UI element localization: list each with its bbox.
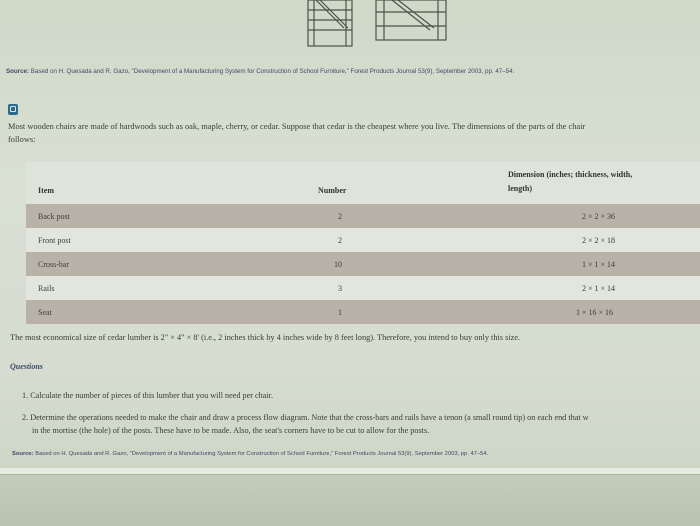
table-row xyxy=(26,228,700,252)
questions-heading: Questions xyxy=(10,362,43,371)
table-row xyxy=(26,204,700,228)
cell-item: Front post xyxy=(38,236,71,245)
intro-line-2: follows: xyxy=(8,135,36,144)
cell-dimension: 2 × 1 × 14 xyxy=(582,284,616,293)
cell-number: 2 xyxy=(338,236,342,245)
cell-dimension: 2 × 2 × 36 xyxy=(582,212,616,221)
cell-number: 1 xyxy=(338,308,342,317)
source-label: Source: xyxy=(6,68,30,75)
cell-dimension: 2 × 2 × 18 xyxy=(582,236,616,245)
cell-number: 2 xyxy=(338,212,342,221)
header-dimension-line1: Dimension (inches; thickness, width, xyxy=(508,170,633,179)
header-number: Number xyxy=(318,186,347,195)
cell-dimension: 1 × 16 × 16 xyxy=(576,308,614,317)
table-row xyxy=(26,252,700,276)
cell-item: Rails xyxy=(38,284,55,293)
cell-item: Seat xyxy=(38,308,52,317)
problem-intro xyxy=(8,120,698,146)
lumber-size-note: The most economical size of cedar lumber is 2" × 4" × 8' (i.e., 2 inches thick by 4 inches wide by 8 feet long). Therefore, you intend to buy only this size. xyxy=(10,333,521,342)
cell-number: 3 xyxy=(338,284,342,293)
question-1: 1. Calculate the number of pieces of this lumber that you will need per chair. xyxy=(22,391,274,400)
source-text: Based on H. Quesada and R. Gazo, "Development of a Manufacturing System for Construction of School Furniture," Forest Products Journal 53(9), September 2003, pp. 47–54. xyxy=(35,451,489,457)
question-2-line-2: in the mortise (the hole) of the posts. These have to be made. Also, the seat's corners have to be cut to allow for the posts. xyxy=(32,426,430,435)
cell-item: Back post xyxy=(38,212,70,221)
table-row xyxy=(26,300,700,324)
figure-source-citation xyxy=(6,68,514,75)
header-dimension-line2: length) xyxy=(508,184,532,193)
table-row xyxy=(26,276,700,300)
ebook-icon[interactable] xyxy=(8,104,18,115)
source-text: Based on H. Quesada and R. Gazo, "Development of a Manufacturing System for Construction of School Furniture," Forest Products Journal 53(9), September 2003, pp. 47–54. xyxy=(30,68,515,75)
cell-item: Cross-bar xyxy=(38,260,70,269)
cell-number: 10 xyxy=(334,260,342,269)
chair-parts-table xyxy=(26,162,700,322)
table-header xyxy=(26,162,700,204)
cell-dimension: 1 × 1 × 14 xyxy=(582,260,616,269)
chair-drawing-figure xyxy=(300,0,460,52)
question-2-line-1: 2. Determine the operations needed to make the chair and draw a process flow diagram. Note that the cross-bars and rails have a tenon (a small round tip) on each end that w xyxy=(22,413,589,422)
problem-source-citation xyxy=(12,451,488,457)
bottom-panel xyxy=(0,474,700,526)
intro-line-1: Most wooden chairs are made of hardwoods such as oak, maple, cherry, or cedar. Suppose that cedar is the cheapest where you live. The dimensions of the parts of the chair xyxy=(8,122,586,131)
source-label: Source: xyxy=(12,451,34,457)
header-item: Item xyxy=(38,186,54,195)
